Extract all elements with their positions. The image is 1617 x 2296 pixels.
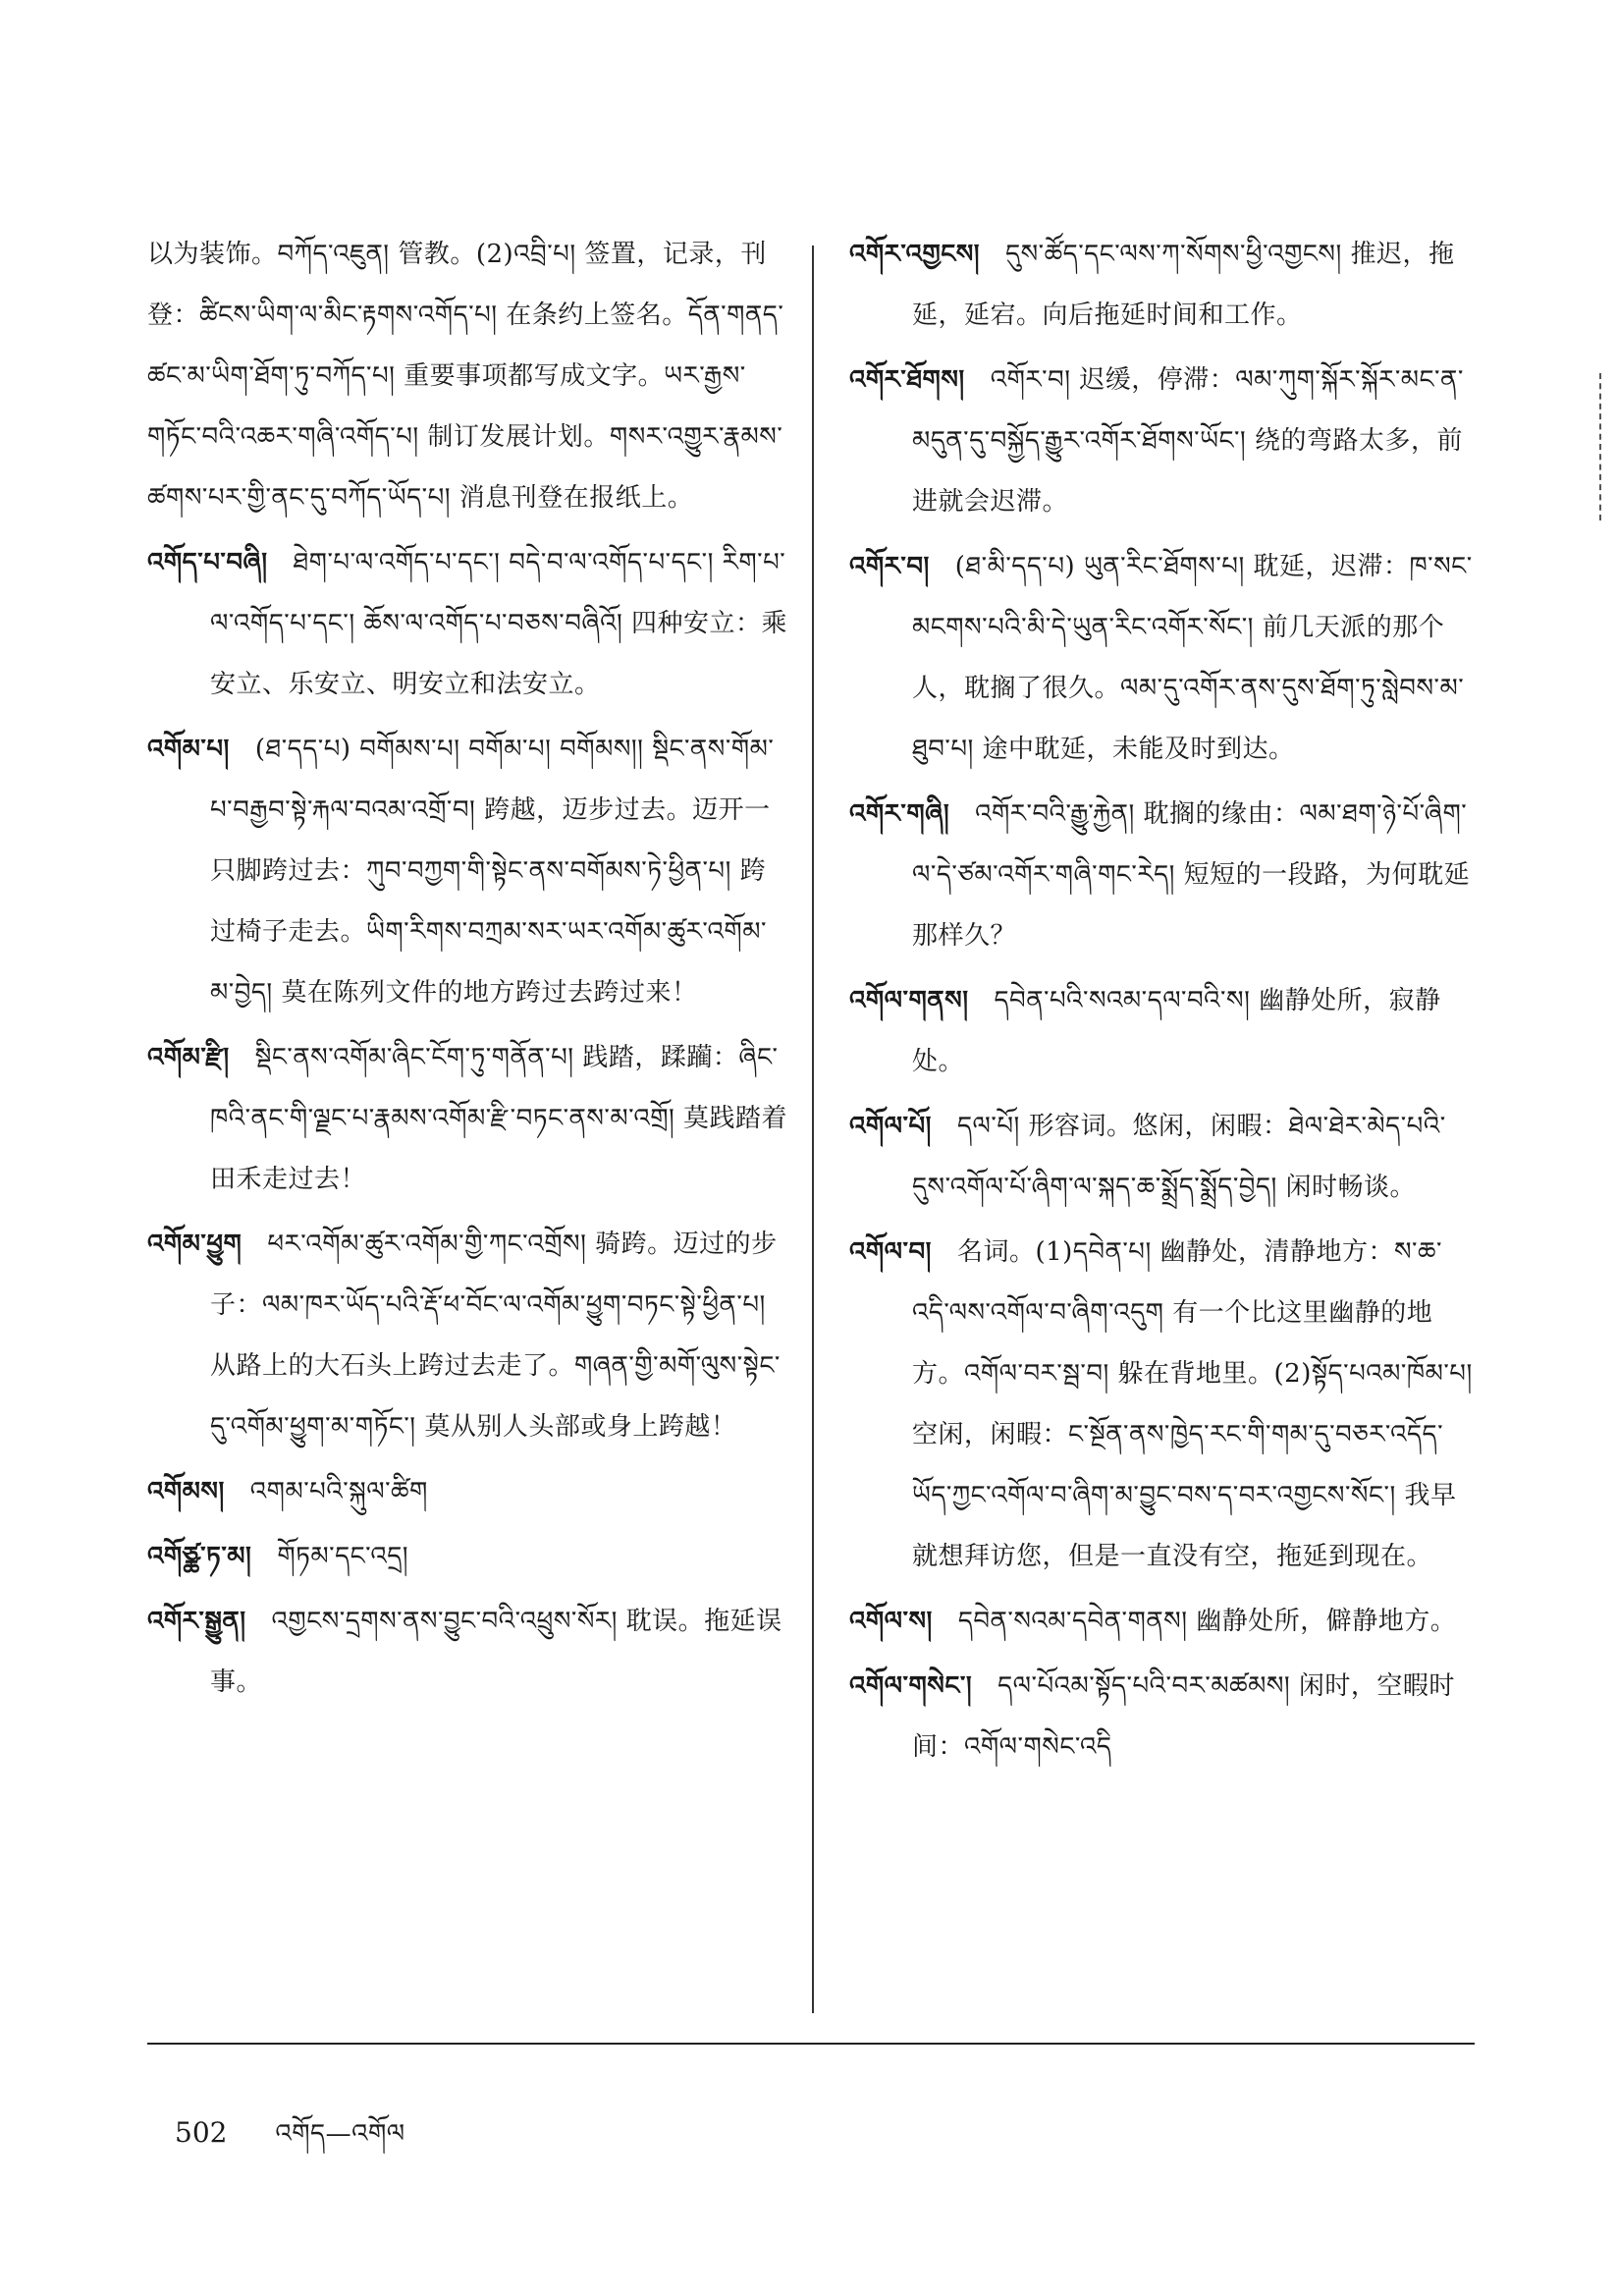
left-column	[147, 224, 790, 1717]
entry-headword: འགོར་གཞི།	[849, 799, 950, 829]
dictionary-entry	[849, 536, 1478, 780]
entry-definition: འགོར་བའི་རྒྱུ་རྐྱེན། 耽搁的缘由：ལམ་ཐག་ཉེ་པོ་ཞིག་ལ་དེ་ཙམ་འགོར་གཞི་གང་རེད། 短短的一段路，为何耽延那样久？	[912, 799, 1471, 951]
page-number: 502	[175, 2116, 228, 2149]
dictionary-entry	[147, 1526, 790, 1587]
dictionary-entry	[849, 970, 1478, 1092]
dictionary-entry	[147, 532, 790, 715]
dictionary-entry	[147, 719, 790, 1023]
entry-headword: འགོད་པ་བཞི།	[147, 548, 268, 577]
entry-definition: (ཐ་མི་དད་པ) ཡུན་རིང་ཐོགས་པ། 耽延，迟滞：ཁ་སང་མངགས་པའི་མི་དེ་ཡུན་རིང་འགོར་སོང་། 前几天派的那个人，耽搁了很久。ལམ་དུ་འགོར་ནས་དུས་ཐོག་ཏུ་སླེབས་མ་ཐུབ་པ། 途中耽延，未能及时到达。	[912, 552, 1473, 764]
entry-headword: འགོར་བ།	[849, 552, 930, 581]
entry-definition: འགམ་པའི་སྐུལ་ཚིག	[249, 1477, 428, 1506]
column-divider	[812, 246, 814, 2013]
running-head: འགོད—འགོལ	[275, 2119, 405, 2149]
entry-headword: འགོམ་པ།	[147, 735, 230, 764]
entry-definition: དལ་པོ། 形容词。悠闲，闲暇：ཐེལ་ཐེར་མེད་པའི་དུས་འགོལ་པོ་ཞིག་ལ་སྐད་ཆ་སྨྲོད་སྨྲོད་བྱེད། 闲时畅谈。	[912, 1112, 1446, 1202]
entry-headword: འགོལ་པོ།	[849, 1112, 932, 1141]
footer-rule	[147, 2043, 1475, 2045]
entry-headword: འགོར་འགྱངས།	[849, 240, 981, 269]
entry-definition: དབེན་སའམ་དབེན་གནས། 幽静处所，僻静地方。	[957, 1607, 1457, 1636]
entry-headword: འགོམ་ཕྱུག	[147, 1230, 243, 1259]
entry-headword: འགོཙྪ་ཏ་མ།	[147, 1542, 252, 1571]
dictionary-entry	[147, 1027, 790, 1210]
scan-edge-mark	[1599, 373, 1611, 520]
dictionary-entry	[849, 784, 1478, 966]
entry-definition: གོཏམ་དང་འདྲ།	[277, 1542, 409, 1571]
dictionary-entry	[849, 1591, 1478, 1652]
entry-headword: འགོར་ཐོགས།	[849, 365, 965, 395]
entry-definition: ཐེག་པ་ལ་འགོད་པ་དང་། བདེ་བ་ལ་འགོད་པ་དང་། རིག་པ་ལ་འགོད་པ་དང་། ཆོས་ལ་འགོད་པ་བཅས་བཞིའོ། 四种安立：乘安立、乐安立、明安立和法安立。	[210, 548, 788, 699]
entry-headword: འགོལ་གནས།	[849, 986, 969, 1015]
entry-definition: དབེན་པའི་སའམ་དལ་བའི་ས། 幽静处所，寂静处。	[912, 986, 1441, 1076]
entry-definition: (ཐ་དད་པ) བགོམས་པ། བགོམ་པ། བགོམས།། སྡིང་ནས་གོམ་པ་བརྒྱབ་སྟེ་རྐལ་བའམ་འགྲོ་བ། 跨越，迈步过去。迈开一只脚跨过去：ཀུབ་བཀྱག་གི་སྟེང་ནས་བགོམས་ཏེ་ཕྱིན་པ། 跨过椅子走去。ཡིག་རིགས་བཀྲམ་སར་ཡར་འགོམ་ཚུར་འགོམ་མ་བྱེད། 莫在陈列文件的地方跨过去跨过来！	[210, 735, 775, 1008]
entry-headword: འགོལ་ས།	[849, 1607, 933, 1636]
dictionary-entry	[849, 1096, 1478, 1218]
entry-headword: འགོམ་རྫི།	[147, 1043, 230, 1072]
entry-definition: 以为装饰。བཀོད་འཇུན། 管教。(2)འབྲི་པ། 签置，记录，刊登：ཚིངས་ཡིག་ལ་མིང་རྟགས་འགོད་པ། 在条约上签名。དོན་གནད་ཚང་མ་ཡིག་ཐོག་ཏུ་བཀོད་པ། 重要事项都写成文字。ཡར་རྒྱས་གཏོང་བའི་འཆར་གཞི་འགོད་པ། 制订发展计划。གསར་འགྱུར་རྣམས་ཚགས་པར་གྱི་ནང་དུ་བཀོད་ཡོད་པ། 消息刊登在报纸上。	[147, 240, 784, 513]
entry-headword: འགོར་སྒྱུན།	[147, 1607, 246, 1636]
entry-definition: འགོར་བ། 迟缓，停滞：ལམ་ཀུག་སྐོར་སྐོར་མང་ན་མདུན་དུ་བསྐྱོད་རྒྱུར་འགོར་ཐོགས་ཡོང་། 绕的弯路太多，前进就会迟滞。	[912, 365, 1464, 517]
entry-headword: འགོལ་བ།	[849, 1237, 932, 1267]
entry-definition: 名词。(1)དབེན་པ། 幽静处，清静地方：ས་ཆ་འདི་ལས་འགོལ་བ་ཞིག་འདུག 有一个比这里幽静的地方。འགོལ་བར་སྦ་བ། 躲在背地里。(2)སྟོད་པའམ་ཁོམ་པ། 空闲，闲暇：ང་སྔོན་ནས་ཁྱེད་རང་གི་གམ་དུ་བཅར་འདོད་ཡོད་ཀྱང་འགོལ་བ་ཞིག་མ་བྱུང་བས་ད་བར་འགྱངས་སོང་། 我早就想拜访您，但是一直没有空，拖延到现在。	[912, 1237, 1473, 1571]
entry-definition: དུས་ཚོད་དང་ལས་ཀ་སོགས་ཕྱི་འགྱངས། 推迟，拖延，延宕。向后拖延时间和工作。	[912, 240, 1455, 330]
entry-headword: འགོལ་གསེང་།	[849, 1671, 973, 1701]
dictionary-entry	[147, 1214, 790, 1457]
entry-definition: དལ་པོའམ་སྟོད་པའི་བར་མཚམས། 闲时，空暇时间：འགོལ་གསེང་འདི	[912, 1671, 1455, 1762]
dictionary-entry	[849, 1656, 1478, 1777]
dictionary-entry	[849, 350, 1478, 532]
dictionary-entry	[849, 1222, 1478, 1587]
entry-definition: ཕར་འགོམ་ཚུར་འགོམ་གྱི་ཀང་འགྲོས། 骑跨。迈过的步子：ལམ་ཁར་ཡོད་པའི་རྡོ་ཕ་བོང་ལ་འགོམ་ཕྱུག་བཏང་སྟེ་ཕྱིན་པ། 从路上的大石头上跨过去走了。གཞན་གྱི་མགོ་ལུས་སྟེང་དུ་འགོམ་ཕྱུག་མ་གཏོང་། 莫从别人头部或身上跨越！	[210, 1230, 781, 1442]
entry-definition: འགྱངས་དྲགས་ནས་བྱུང་བའི་འཕྲུས་སོར། 耽误。拖延误事。	[210, 1607, 782, 1697]
dictionary-entry	[147, 224, 790, 528]
dictionary-entry	[147, 1461, 790, 1522]
right-column	[849, 224, 1478, 1781]
page-footer	[175, 2105, 445, 2177]
entry-headword: འགོམས།	[147, 1477, 225, 1506]
entry-definition: སྡིང་ནས་འགོམ་ཞིང་ངོག་ཏུ་གནོན་པ། 践踏，蹂躏：ཞིང་ཁའི་ནང་གི་ལྗང་པ་རྣམས་འགོམ་རྫི་བཏང་ནས་མ་འགྲོ། 莫践踏着田禾走过去！	[210, 1043, 788, 1194]
dictionary-entry	[147, 1591, 790, 1713]
dictionary-entry	[849, 224, 1478, 346]
